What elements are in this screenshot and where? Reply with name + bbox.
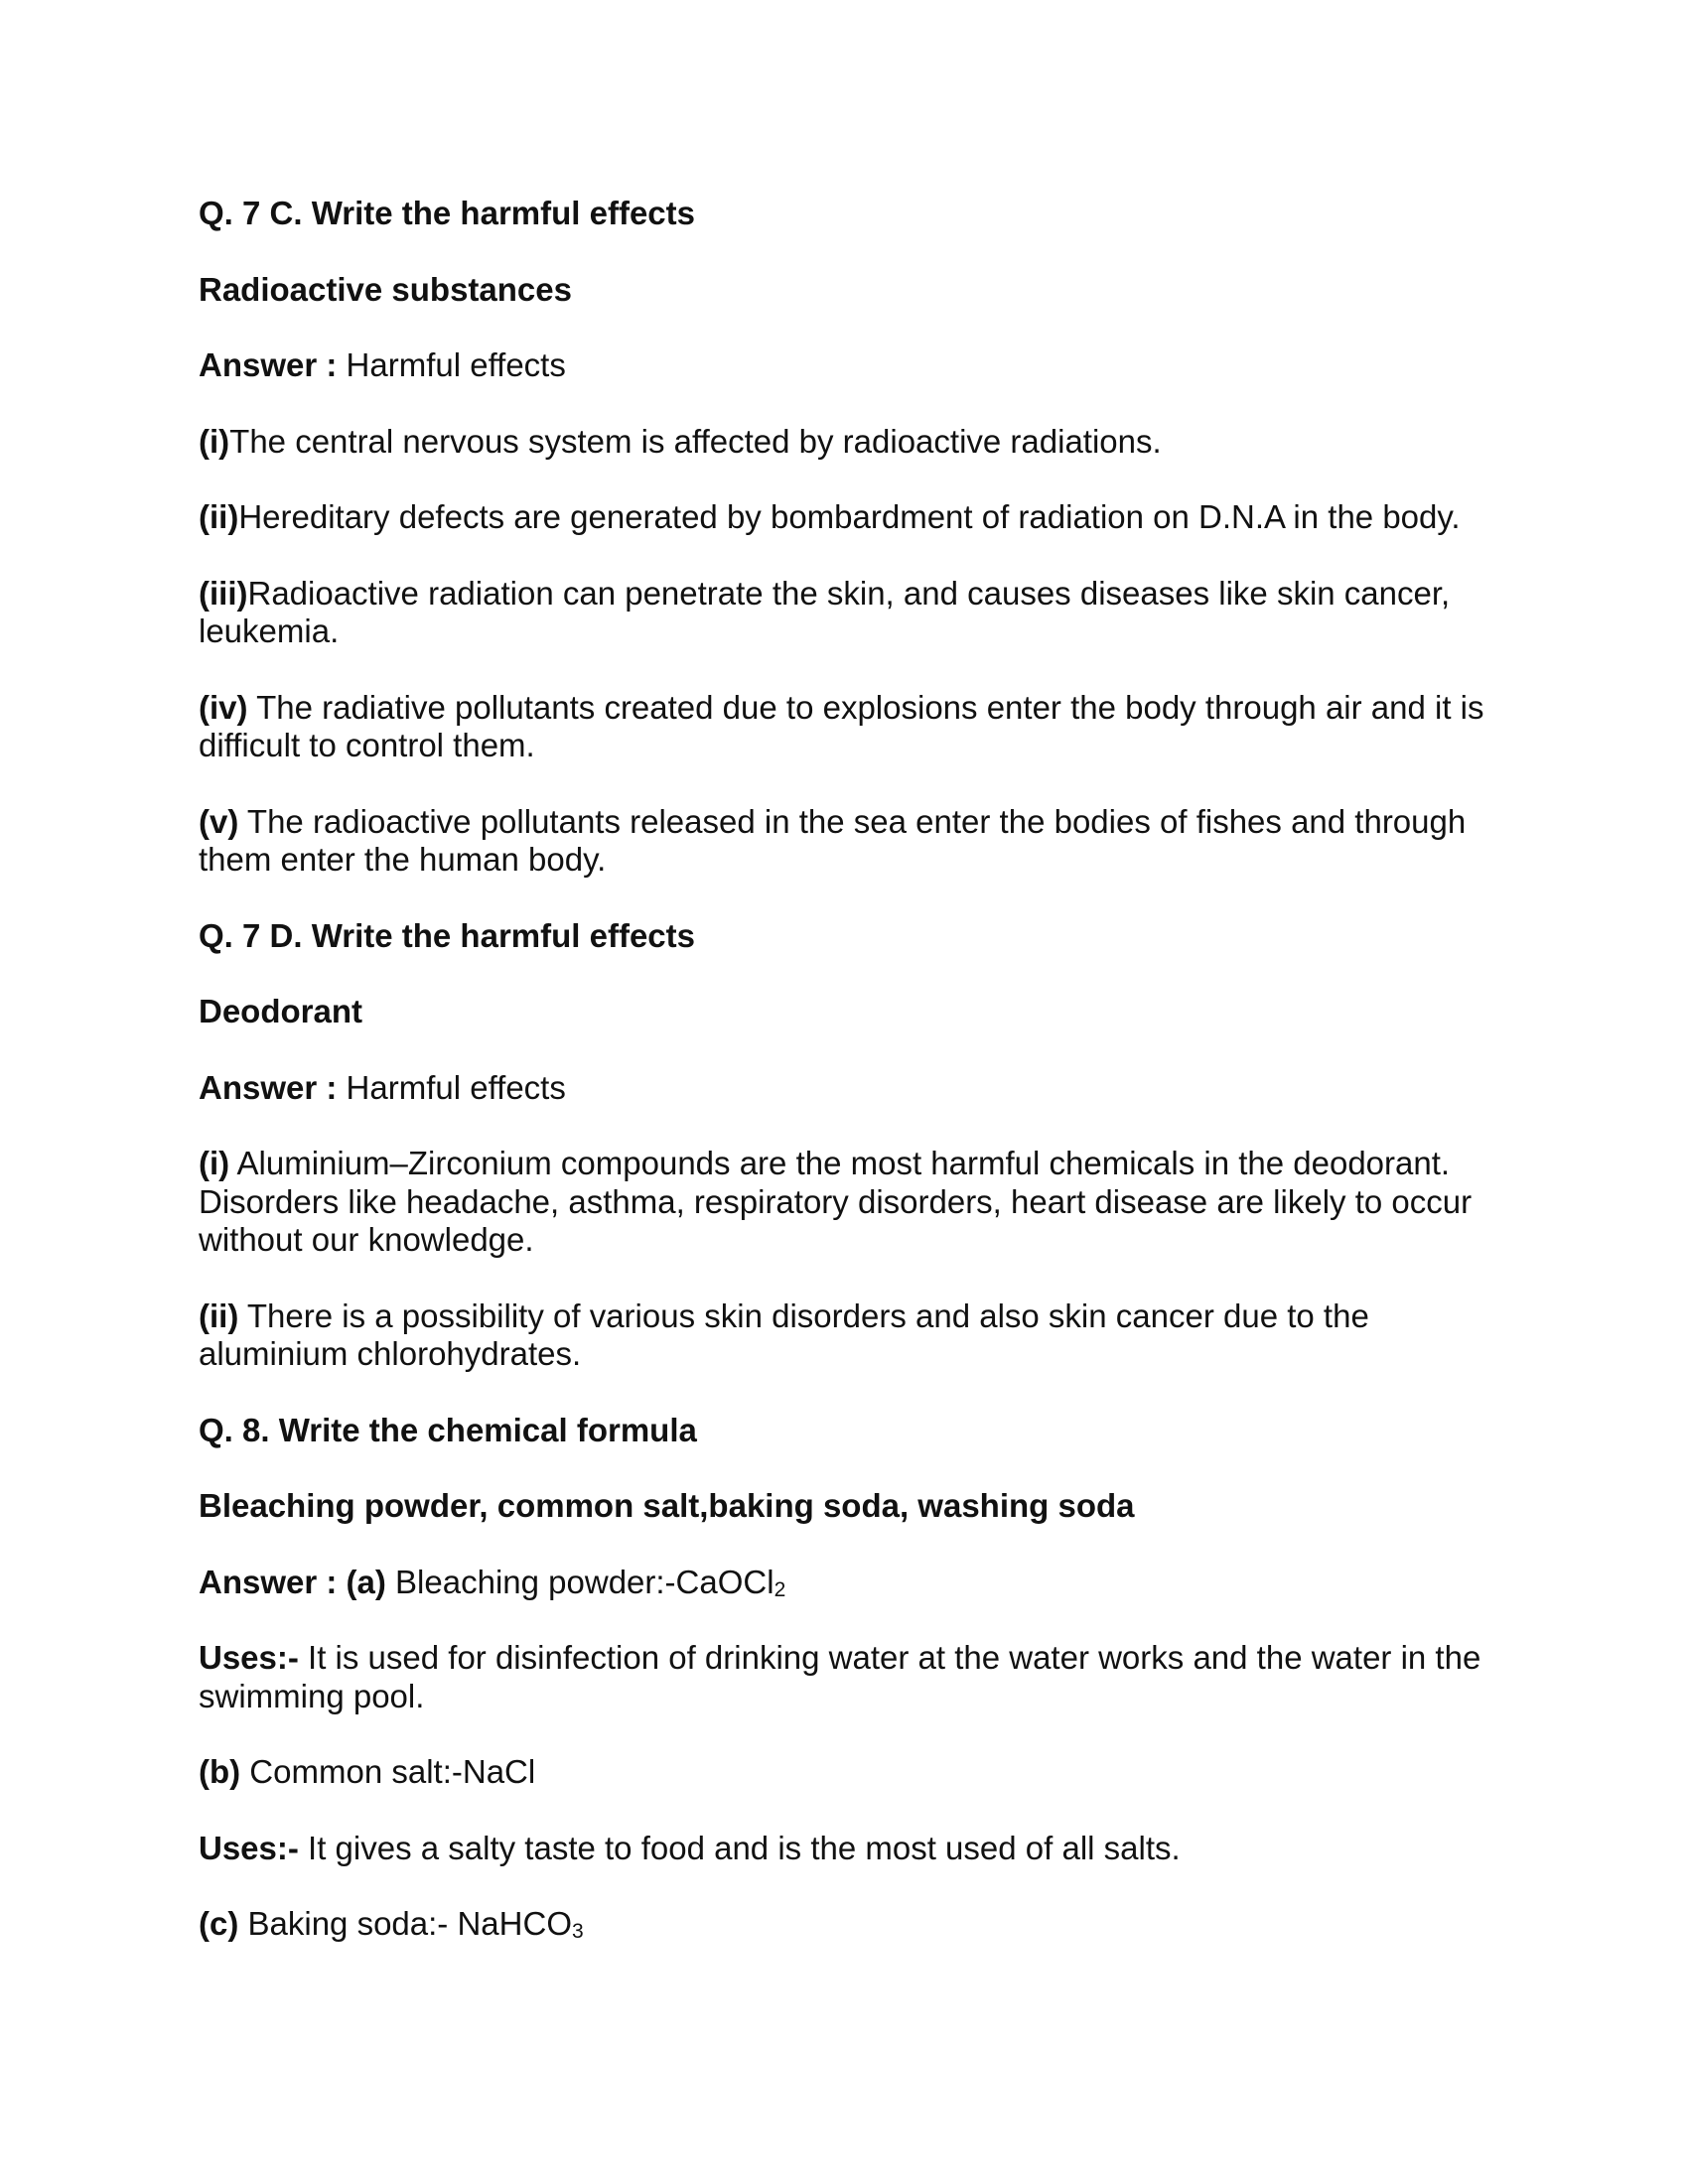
question-title: Q. 7 C. Write the harmful effects	[199, 195, 695, 231]
answer-point	[199, 689, 1489, 765]
point-text: Radioactive radiation can penetrate the skin, and causes diseases like skin cancer, leukemia.	[199, 574, 1451, 649]
point-label: (iv)	[199, 688, 248, 726]
answer-item	[199, 1753, 1489, 1792]
answer-point	[199, 498, 1489, 537]
point-text: Aluminium–Zirconium compounds are the most harmful chemicals in the deodorant. Disorders like headache, asthma, respiratory disorders, heart disease are likely to occur without our knowledge.	[199, 1145, 1473, 1258]
question-topic: Radioactive substances	[199, 270, 572, 308]
point-text: Hereditary defects are generated by bombardment of radiation on D.N.A in the body.	[238, 498, 1461, 535]
question-title: Q. 7 D. Write the harmful effects	[199, 916, 695, 954]
answer-point	[199, 803, 1489, 880]
answer-line	[199, 346, 1489, 385]
question-topic: Bleaching powder, common salt,baking soda, washing soda	[199, 1487, 1135, 1524]
item-label: (a)	[337, 1563, 386, 1600]
document-page	[199, 195, 1489, 1981]
answer-text: Harmful effects	[337, 1068, 566, 1106]
answer-line	[199, 1564, 1489, 1602]
formula-subscript: 3	[571, 1920, 584, 1943]
answer-point	[199, 575, 1489, 651]
point-label: (ii)	[199, 1297, 239, 1334]
answer-point	[199, 1297, 1489, 1374]
item-formula: Common salt:-NaCl	[240, 1753, 536, 1790]
point-label: (v)	[199, 802, 239, 840]
uses-label: Uses:-	[199, 1829, 299, 1866]
point-text: The radiative pollutants created due to explosions enter the body through air and it is difficult to control them.	[199, 688, 1484, 763]
question-title: Q. 8. Write the chemical formula	[199, 1411, 697, 1448]
point-text: There is a possibility of various skin disorders and also skin cancer due to the aluminium chlorohydrates.	[199, 1297, 1369, 1372]
answer-item	[199, 1905, 1489, 1944]
answer-label: Answer :	[199, 1563, 338, 1600]
point-label: (i)	[199, 422, 230, 460]
answer-point	[199, 423, 1489, 462]
point-label: (i)	[199, 1145, 230, 1181]
item-formula: Baking soda:- NaHCO	[238, 1905, 572, 1942]
answer-line	[199, 1069, 1489, 1108]
answer-label: Answer :	[199, 1068, 338, 1106]
item-label: (b)	[199, 1753, 241, 1790]
answer-label: Answer :	[199, 346, 338, 383]
uses-text: It is used for disinfection of drinking water at the water works and the water in the swimming pool.	[199, 1639, 1481, 1714]
point-text: The radioactive pollutants released in the sea enter the bodies of fishes and through them enter the human body.	[199, 802, 1467, 878]
point-label: (iii)	[199, 574, 248, 612]
uses-label: Uses:-	[199, 1639, 299, 1676]
uses-text: It gives a salty taste to food and is the most used of all salts.	[298, 1829, 1181, 1866]
item-formula: Bleaching powder:-CaOCl	[385, 1563, 774, 1600]
answer-text: Harmful effects	[337, 346, 566, 383]
answer-point	[199, 1145, 1489, 1260]
point-text: The central nervous system is affected by radioactive radiations.	[229, 422, 1162, 460]
uses-line	[199, 1830, 1489, 1868]
formula-subscript: 2	[774, 1577, 786, 1601]
item-label: (c)	[199, 1905, 239, 1942]
point-label: (ii)	[199, 498, 239, 535]
uses-line	[199, 1639, 1489, 1715]
question-topic: Deodorant	[199, 993, 362, 1029]
